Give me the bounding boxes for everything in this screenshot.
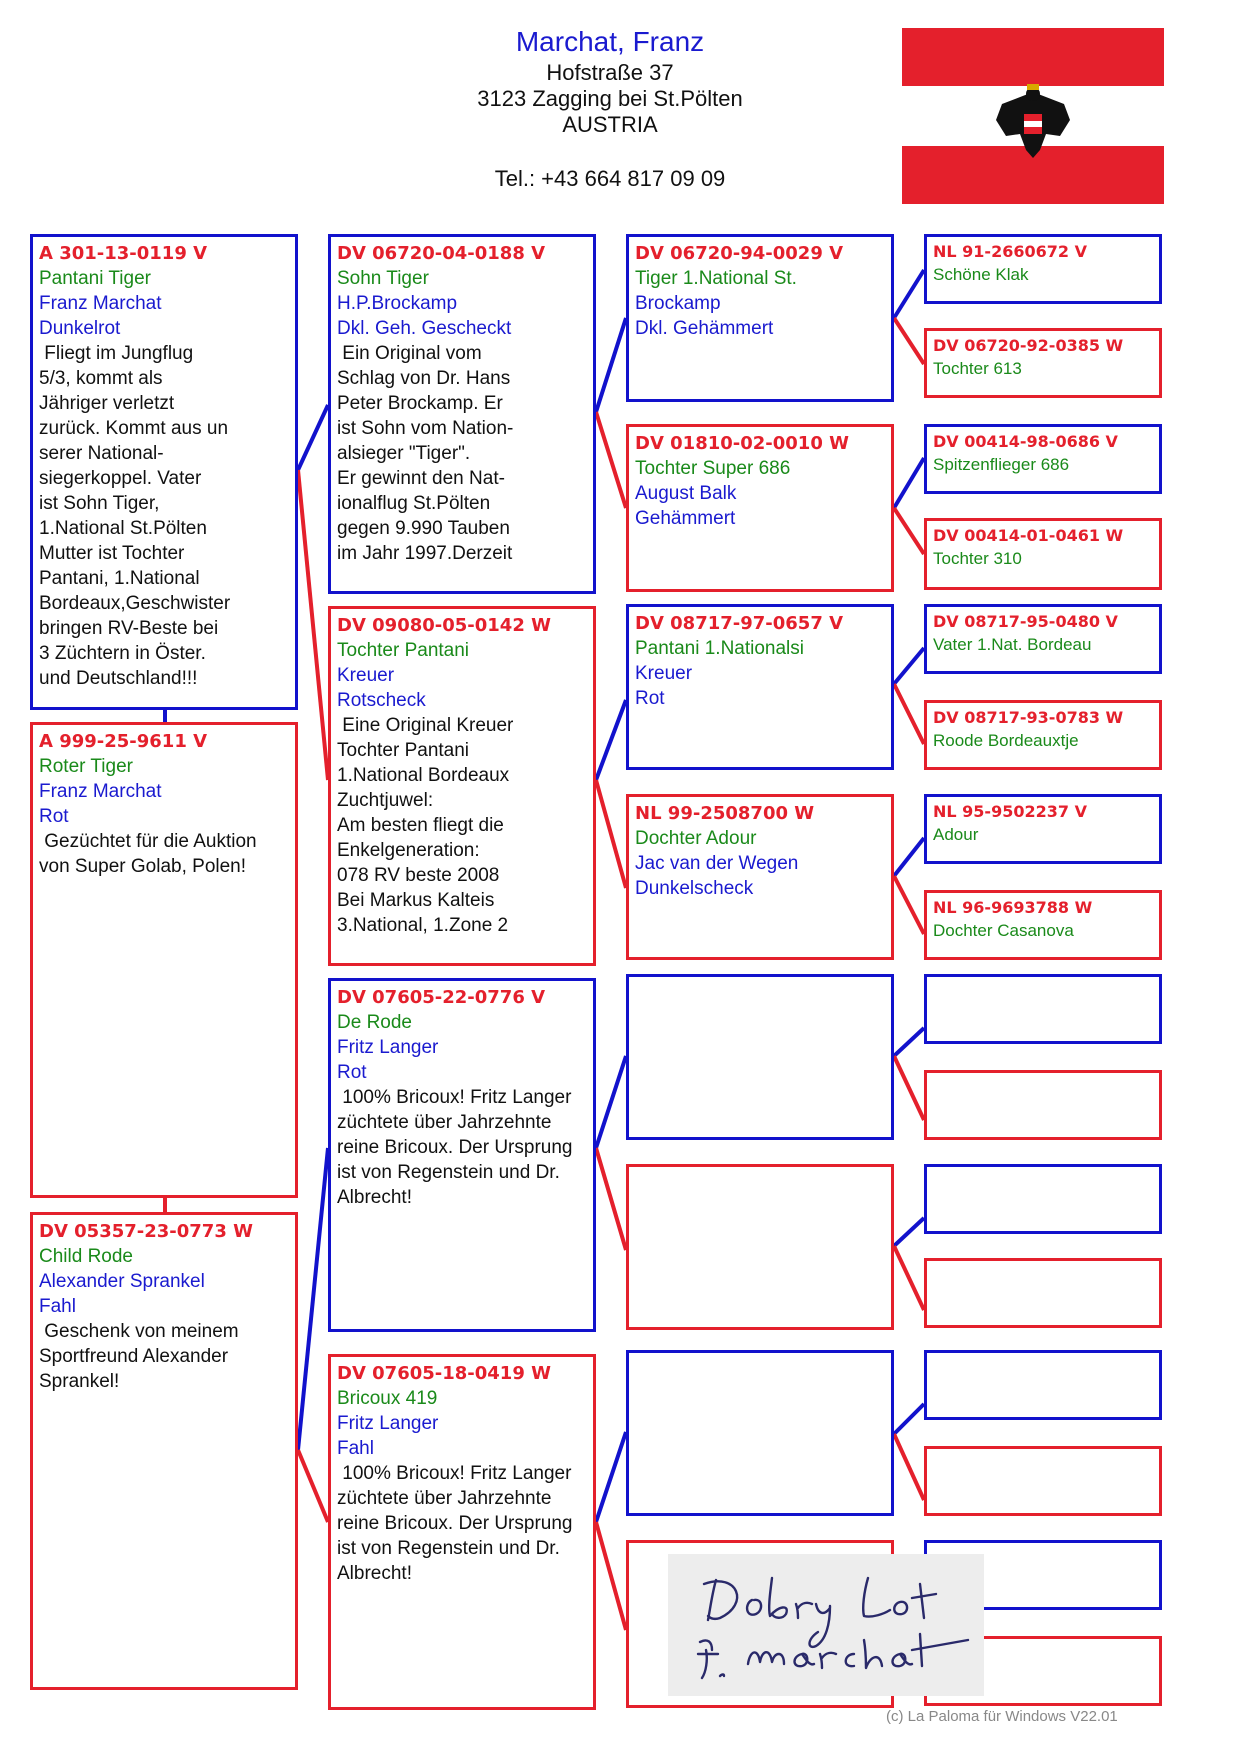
breeder-street: Hofstraße 37: [546, 60, 674, 85]
pigeon-name: Spitzenflieger 686: [933, 455, 1070, 474]
breeder: Kreuer: [635, 663, 693, 684]
ring-number: DV 08717-95-0480 V: [933, 612, 1118, 631]
plumage-color: Gehämmert: [635, 508, 736, 529]
pigeon-name: Child Rode: [39, 1246, 133, 1267]
ring-number: DV 08717-93-0783 W: [933, 708, 1124, 727]
breeder: Fritz Langer: [337, 1037, 439, 1058]
ring-number: DV 06720-94-0029 V: [635, 243, 844, 264]
pigeon-name: Pantani Tiger: [39, 268, 151, 289]
breeder-city: 3123 Zagging bei St.Pölten: [477, 86, 743, 111]
ring-number: A 301-13-0119 V: [39, 243, 208, 264]
pedigree-card-dam[interactable]: [328, 606, 596, 966]
pigeon-name: Dochter Casanova: [933, 921, 1074, 940]
plumage-color: Rot: [635, 688, 665, 709]
pedigree-card-gen3-9[interactable]: [924, 974, 1162, 1044]
description: Gezüchtet für die Auktion von Super Golab, Polen!: [39, 831, 257, 877]
pedigree-card-gen2-3[interactable]: [626, 604, 894, 770]
ring-number: DV 06720-92-0385 W: [933, 336, 1124, 355]
ring-number: NL 95-9502237 V: [933, 802, 1087, 821]
breeder: Franz Marchat: [39, 781, 162, 802]
breeder-phone: Tel.: +43 664 817 09 09: [494, 166, 726, 191]
pedigree-card-gen2-7[interactable]: [626, 1350, 894, 1516]
breeder: Brockamp: [635, 293, 721, 314]
breeder: H.P.Brockamp: [337, 293, 458, 314]
pigeon-name: Sohn Tiger: [337, 268, 429, 289]
pedigree-card-gen3-12[interactable]: [924, 1258, 1162, 1328]
breeder-name: Marchat, Franz: [515, 26, 705, 57]
pigeon-name: Tiger 1.National St.: [635, 268, 797, 289]
pedigree-card-gen2-4[interactable]: [626, 794, 894, 960]
pedigree-card-gen3-5[interactable]: [924, 604, 1162, 674]
ring-number: NL 99-2508700 W: [635, 803, 815, 824]
pedigree-card-gen2-2[interactable]: [626, 424, 894, 592]
pedigree-card-mate[interactable]: [30, 1212, 298, 1690]
plumage-color: Rot: [39, 806, 69, 827]
ring-number: DV 06720-04-0188 V: [337, 243, 546, 264]
description: Ein Original vom Schlag von Dr. Hans Peter Brockamp. Er ist Sohn vom Nation- alsieger "Tiger". Er gewinnt den Nat- ionalflug St.Pölten gegen 9.990 Tauben im Jahr 1997.Derzeit: [337, 343, 514, 564]
ring-number: DV 00414-98-0686 V: [933, 432, 1118, 451]
pedigree-card-mate-sire[interactable]: [328, 978, 596, 1332]
ring-number: NL 96-9693788 W: [933, 898, 1093, 917]
pedigree-card-gen3-8[interactable]: [924, 890, 1162, 960]
pedigree-card-gen3-4[interactable]: [924, 518, 1162, 590]
breeder-country: AUSTRIA: [562, 112, 658, 137]
pedigree-card-gen3-6[interactable]: [924, 700, 1162, 770]
pedigree-card-gen3-10[interactable]: [924, 1070, 1162, 1140]
breeder: Fritz Langer: [337, 1413, 439, 1434]
ring-number: A 999-25-9611 V: [39, 731, 208, 752]
breeder: August Balk: [635, 483, 737, 504]
ring-number: DV 01810-02-0010 W: [635, 433, 849, 454]
breeder: Kreuer: [337, 665, 395, 686]
plumage-color: Fahl: [39, 1296, 76, 1317]
plumage-color: Fahl: [337, 1438, 374, 1459]
pedigree-card-gen3-3[interactable]: [924, 424, 1162, 494]
pedigree-card-gen3-7[interactable]: [924, 794, 1162, 864]
plumage-color: Rot: [337, 1062, 367, 1083]
pigeon-name: Bricoux 419: [337, 1388, 438, 1409]
handwritten-signature: [668, 1554, 984, 1696]
description: Fliegt im Jungflug 5/3, kommt als Jähriger verletzt zurück. Kommt aus un serer National- siegerkoppel. Vater ist Sohn Tiger, 1.National St.Pölten Mutter ist Tochter Pantani, 1.National Bordeaux,Geschwister bringen RV-Beste bei 3 Züchtern in Öster. und Deutschland!!!: [39, 343, 231, 689]
pigeon-name: Roter Tiger: [39, 756, 133, 777]
pedigree-card-gen3-14[interactable]: [924, 1446, 1162, 1516]
pedigree-card-sire[interactable]: [328, 234, 596, 594]
ring-number: DV 00414-01-0461 W: [933, 526, 1124, 545]
pedigree-card-gen3-1[interactable]: [924, 234, 1162, 304]
description: Eine Original Kreuer Tochter Pantani 1.National Bordeaux Zuchtjuwel: Am besten fliegt die Enkelgeneration: 078 RV beste 2008 Bei Markus Kalteis 3.National, 1.Zone 2: [337, 715, 514, 936]
plumage-color: Dkl. Geh. Gescheckt: [337, 318, 512, 339]
pigeon-name: Tochter Pantani: [337, 640, 470, 661]
description: 100% Bricoux! Fritz Langer züchtete über Jahrzehnte reine Bricoux. Der Ursprung ist von Regenstein und Dr. Albrecht!: [337, 1087, 573, 1208]
pedigree-card-subject[interactable]: [30, 234, 298, 710]
ring-number: NL 91-2660672 V: [933, 242, 1087, 261]
pedigree-card-gen3-2[interactable]: [924, 328, 1162, 398]
pigeon-name: Tochter 310: [933, 549, 1022, 568]
pigeon-name: Schöne Klak: [933, 265, 1029, 284]
ring-number: DV 09080-05-0142 W: [337, 615, 551, 636]
pigeon-name: Dochter Adour: [635, 828, 757, 849]
description: Geschenk von meinem Sportfreund Alexander Sprankel!: [39, 1321, 239, 1392]
ring-number: DV 07605-22-0776 V: [337, 987, 546, 1008]
pedigree-card-sibling[interactable]: [30, 722, 298, 1198]
description: 100% Bricoux! Fritz Langer züchtete über Jahrzehnte reine Bricoux. Der Ursprung ist von Regenstein und Dr. Albrecht!: [337, 1463, 573, 1584]
ring-number: DV 07605-18-0419 W: [337, 1363, 551, 1384]
pedigree-card-gen2-1[interactable]: [626, 234, 894, 402]
pigeon-name: Pantani 1.Nationalsi: [635, 638, 804, 659]
plumage-color: Rotscheck: [337, 690, 426, 711]
plumage-color: Dunkelrot: [39, 318, 121, 339]
pigeon-name: Tochter 613: [933, 359, 1022, 378]
ring-number: DV 05357-23-0773 W: [39, 1221, 253, 1242]
pigeon-name: Tochter Super 686: [635, 458, 791, 479]
pigeon-name: Roode Bordeauxtje: [933, 731, 1079, 750]
pedigree-card-mate-dam[interactable]: [328, 1354, 596, 1710]
pedigree-card-gen3-13[interactable]: [924, 1350, 1162, 1420]
ring-number: DV 08717-97-0657 V: [635, 613, 844, 634]
breeder: Franz Marchat: [39, 293, 162, 314]
pigeon-name: Vater 1.Nat. Bordeau: [933, 635, 1092, 654]
pedigree-card-gen2-5[interactable]: [626, 974, 894, 1140]
pedigree-card-gen2-6[interactable]: [626, 1164, 894, 1330]
breeder: Alexander Sprankel: [39, 1271, 205, 1292]
pigeon-name: De Rode: [337, 1012, 412, 1033]
plumage-color: Dunkelscheck: [635, 878, 754, 899]
pigeon-name: Adour: [933, 825, 979, 844]
copyright-footer: (c) La Paloma für Windows V22.01: [886, 1708, 1118, 1725]
breeder: Jac van der Wegen: [635, 853, 799, 874]
pedigree-card-gen3-11[interactable]: [924, 1164, 1162, 1234]
plumage-color: Dkl. Gehämmert: [635, 318, 774, 339]
